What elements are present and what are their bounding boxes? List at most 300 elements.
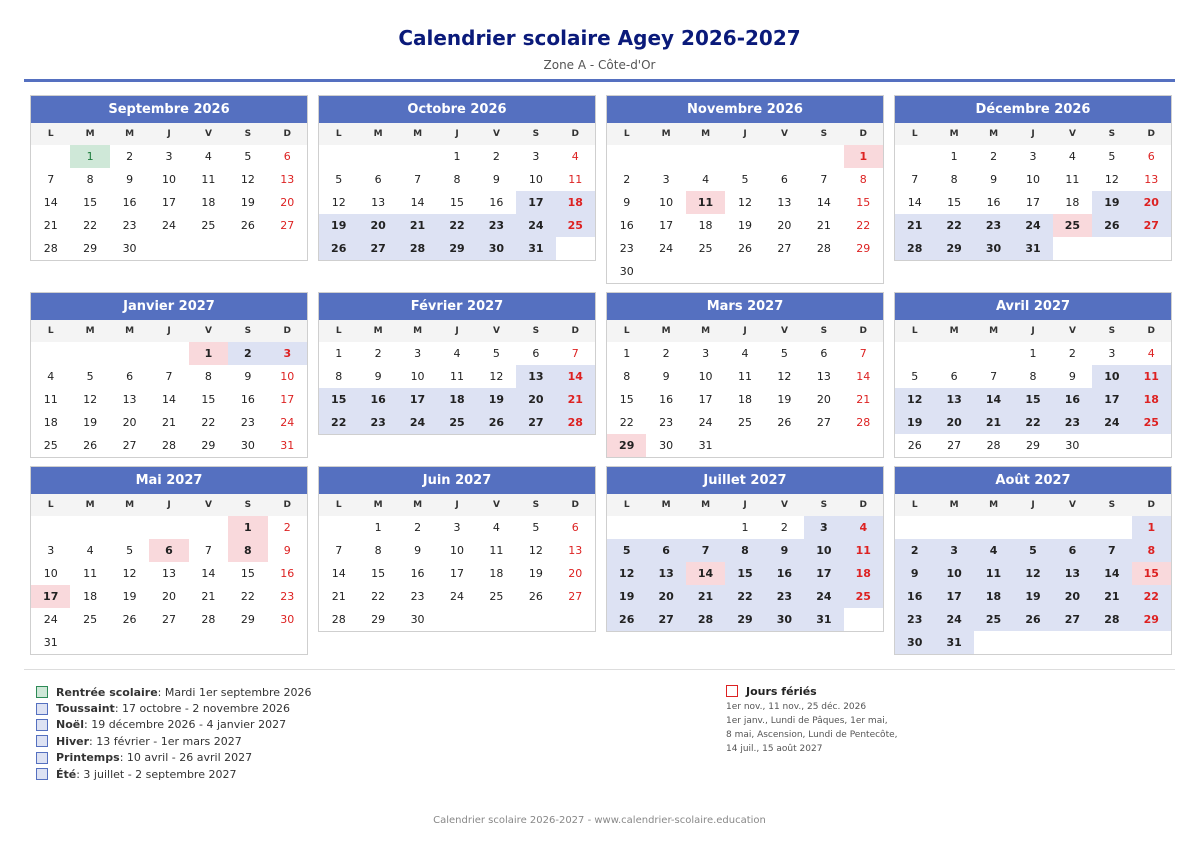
day-cell: 3 (414, 347, 422, 360)
month-calendar (30, 292, 308, 458)
day-cell: 7 (686, 539, 725, 562)
day-cell: 5 (335, 173, 343, 186)
day-cell: 27 (122, 439, 137, 452)
day-cell: 13 (122, 393, 137, 406)
day-grid (31, 516, 307, 654)
day-cell: 30 (280, 613, 295, 626)
day-cell: 6 (780, 173, 788, 186)
day-grid (319, 145, 595, 260)
day-cell: 31 (280, 439, 295, 452)
day-cell: 24 (398, 411, 437, 434)
day-cell: 10 (449, 544, 464, 557)
day-cell: 9 (623, 196, 631, 209)
day-cell: 22 (619, 416, 634, 429)
month-title: Septembre 2026 (31, 96, 307, 123)
day-cell: 11 (568, 173, 583, 186)
day-cell: 3 (453, 521, 461, 534)
weekday-label: M (85, 326, 95, 336)
empty-cell (646, 516, 685, 539)
day-cell: 27 (646, 608, 685, 631)
weekday-label: J (455, 129, 459, 139)
day-cell: 22 (1013, 411, 1052, 434)
day-cell: 10 (1092, 365, 1131, 388)
day-cell: 5 (741, 173, 749, 186)
month-calendar (894, 466, 1172, 655)
weekday-header (31, 123, 307, 145)
day-cell: 18 (83, 590, 98, 603)
weekday-header (895, 123, 1171, 145)
day-cell: 23 (240, 416, 255, 429)
weekday-label: D (1147, 326, 1156, 336)
day-cell: 26 (240, 219, 255, 232)
day-cell: 8 (859, 173, 867, 186)
month-title: Juillet 2027 (607, 467, 883, 494)
weekday-label: D (1147, 129, 1156, 139)
day-cell: 27 (358, 237, 397, 260)
weekday-header (607, 123, 883, 145)
day-grid (607, 342, 883, 457)
day-cell: 7 (911, 173, 919, 186)
weekday-label: D (571, 326, 580, 336)
weekday-label: D (283, 129, 292, 139)
day-cell: 9 (283, 544, 291, 557)
day-cell: 14 (907, 196, 922, 209)
day-cell: 9 (126, 173, 134, 186)
holidays-line: 1er janv., Lundi de Pâques, 1er mai, (726, 716, 888, 726)
empty-cell (70, 342, 109, 365)
day-cell: 29 (371, 613, 386, 626)
day-cell: 1 (1132, 516, 1171, 539)
weekday-label: D (859, 129, 868, 139)
empty-cell (31, 145, 70, 168)
day-cell: 23 (765, 585, 804, 608)
day-cell: 23 (477, 214, 516, 237)
day-cell: 22 (1132, 585, 1171, 608)
weekday-label: L (47, 129, 54, 139)
day-cell: 20 (358, 214, 397, 237)
day-cell: 13 (1144, 173, 1159, 186)
day-cell: 31 (698, 439, 713, 452)
weekday-label: M (701, 500, 711, 510)
day-cell: 10 (280, 370, 295, 383)
empty-cell (607, 145, 646, 168)
weekday-header (319, 320, 595, 342)
day-cell: 6 (283, 150, 291, 163)
weekday-label: S (244, 326, 252, 336)
weekday-label: M (125, 500, 135, 510)
legend-item (36, 750, 312, 766)
day-cell: 18 (844, 562, 883, 585)
day-cell: 29 (607, 434, 646, 457)
month-title: Octobre 2026 (319, 96, 595, 123)
weekday-label: V (204, 326, 212, 336)
legend-value: : 3 juillet - 2 septembre 2027 (76, 767, 237, 781)
month-title: Janvier 2027 (31, 293, 307, 320)
weekday-label: J (1031, 129, 1035, 139)
day-cell: 14 (556, 365, 595, 388)
month-calendar (894, 95, 1172, 261)
weekday-label: V (1068, 500, 1076, 510)
day-cell: 23 (659, 416, 674, 429)
day-cell: 4 (571, 150, 579, 163)
weekday-label: J (167, 500, 171, 510)
day-cell: 9 (1068, 370, 1076, 383)
weekday-label: M (373, 500, 383, 510)
empty-cell (804, 145, 843, 168)
empty-cell (686, 516, 725, 539)
day-cell: 29 (1025, 439, 1040, 452)
empty-cell (70, 516, 109, 539)
weekday-label: M (125, 129, 135, 139)
day-cell: 7 (1092, 539, 1131, 562)
holidays-title: Jours fériés (746, 684, 817, 698)
day-cell: 6 (1147, 150, 1155, 163)
weekday-label: M (949, 500, 959, 510)
day-cell: 18 (1132, 388, 1171, 411)
empty-cell (149, 342, 188, 365)
day-cell: 3 (47, 544, 55, 557)
day-cell: 11 (1132, 365, 1171, 388)
day-cell: 20 (1132, 191, 1171, 214)
day-cell: 25 (737, 416, 752, 429)
day-cell: 12 (777, 370, 792, 383)
empty-cell (607, 516, 646, 539)
empty-cell (1013, 516, 1052, 539)
weekday-label: S (1108, 129, 1116, 139)
empty-cell (189, 516, 228, 539)
day-cell: 11 (489, 544, 504, 557)
day-cell: 31 (1013, 237, 1052, 260)
legend-label: Toussaint (56, 702, 115, 716)
day-cell: 1 (335, 347, 343, 360)
day-cell: 31 (43, 636, 58, 649)
day-cell: 17 (1025, 196, 1040, 209)
day-cell: 15 (240, 567, 255, 580)
day-cell: 13 (1053, 562, 1092, 585)
day-cell: 11 (1065, 173, 1080, 186)
weekday-label: V (204, 129, 212, 139)
month-title: Mars 2027 (607, 293, 883, 320)
day-cell: 24 (659, 242, 674, 255)
day-cell: 21 (895, 214, 934, 237)
day-cell: 4 (86, 544, 94, 557)
legend-item (36, 700, 312, 716)
day-cell: 3 (1029, 150, 1037, 163)
legend-item (36, 717, 312, 733)
weekday-label: M (373, 129, 383, 139)
day-cell: 16 (765, 562, 804, 585)
day-cell: 26 (122, 613, 137, 626)
weekday-label: V (204, 500, 212, 510)
weekday-label: V (780, 129, 788, 139)
day-cell: 15 (319, 388, 358, 411)
day-cell: 15 (371, 567, 386, 580)
empty-cell (934, 516, 973, 539)
empty-cell (398, 145, 437, 168)
day-cell: 16 (410, 567, 425, 580)
day-cell: 20 (280, 196, 295, 209)
day-cell: 15 (619, 393, 634, 406)
day-cell: 28 (1092, 608, 1131, 631)
day-cell: 27 (516, 411, 555, 434)
day-cell: 8 (228, 539, 267, 562)
day-cell: 16 (619, 219, 634, 232)
day-cell: 29 (934, 237, 973, 260)
weekday-label: M (661, 129, 671, 139)
day-cell: 5 (1013, 539, 1052, 562)
day-cell: 8 (86, 173, 94, 186)
day-cell: 3 (702, 347, 710, 360)
day-cell: 12 (737, 196, 752, 209)
legend-divider (24, 669, 1175, 670)
day-cell: 25 (83, 613, 98, 626)
day-cell: 30 (122, 242, 137, 255)
day-cell: 17 (280, 393, 295, 406)
day-cell: 30 (659, 439, 674, 452)
day-cell: 18 (1065, 196, 1080, 209)
day-cell: 19 (607, 585, 646, 608)
day-cell: 14 (410, 196, 425, 209)
day-cell: 9 (374, 370, 382, 383)
day-cell: 24 (516, 214, 555, 237)
weekday-label: S (244, 500, 252, 510)
weekday-label: V (780, 500, 788, 510)
holidays-line: 1er nov., 11 nov., 25 déc. 2026 (726, 702, 867, 712)
day-cell: 8 (204, 370, 212, 383)
day-cell: 4 (204, 150, 212, 163)
day-cell: 11 (83, 567, 98, 580)
day-cell: 19 (895, 411, 934, 434)
day-cell: 30 (240, 439, 255, 452)
day-cell: 22 (201, 416, 216, 429)
day-cell: 10 (804, 539, 843, 562)
weekday-label: S (532, 129, 540, 139)
day-cell: 12 (122, 567, 137, 580)
day-cell: 20 (1053, 585, 1092, 608)
day-cell: 2 (1068, 347, 1076, 360)
day-cell: 10 (161, 173, 176, 186)
day-cell: 19 (528, 567, 543, 580)
day-cell: 11 (844, 539, 883, 562)
day-cell: 25 (489, 590, 504, 603)
day-cell: 23 (358, 411, 397, 434)
day-cell: 28 (43, 242, 58, 255)
month-title: Février 2027 (319, 293, 595, 320)
weekday-label: M (413, 500, 423, 510)
day-cell: 17 (1092, 388, 1131, 411)
day-cell: 21 (1092, 585, 1131, 608)
day-cell: 30 (895, 631, 934, 654)
day-cell: 6 (1053, 539, 1092, 562)
day-cell: 23 (122, 219, 137, 232)
day-grid (31, 342, 307, 457)
day-cell: 26 (477, 411, 516, 434)
day-cell: 13 (516, 365, 555, 388)
day-cell: 27 (1053, 608, 1092, 631)
weekday-header (607, 320, 883, 342)
day-cell: 9 (244, 370, 252, 383)
holidays-line: 8 mai, Ascension, Lundi de Pentecôte, (726, 730, 898, 740)
day-cell: 28 (816, 242, 831, 255)
legend-label: Été (56, 767, 77, 781)
weekday-header (319, 123, 595, 145)
day-cell: 17 (934, 585, 973, 608)
day-cell: 7 (165, 370, 173, 383)
day-cell: 18 (698, 219, 713, 232)
day-cell: 24 (43, 613, 58, 626)
weekday-header (319, 494, 595, 516)
day-cell: 10 (1025, 173, 1040, 186)
weekday-label: J (743, 500, 747, 510)
day-cell: 10 (934, 562, 973, 585)
day-cell: 26 (83, 439, 98, 452)
day-cell: 2 (283, 521, 291, 534)
weekday-label: J (743, 129, 747, 139)
day-grid (895, 516, 1171, 654)
legend-label: Noël (56, 718, 84, 732)
weekday-label: S (820, 500, 828, 510)
page-subtitle: Zone A - Côte-d'Or (543, 58, 656, 72)
day-cell: 20 (568, 567, 583, 580)
weekday-label: M (85, 500, 95, 510)
day-cell: 20 (122, 416, 137, 429)
day-cell: 15 (201, 393, 216, 406)
weekday-label: L (911, 129, 918, 139)
day-cell: 5 (126, 544, 134, 557)
weekday-label: D (283, 326, 292, 336)
day-cell: 12 (240, 173, 255, 186)
day-cell: 25 (201, 219, 216, 232)
empty-cell (31, 342, 70, 365)
day-cell: 19 (1092, 191, 1131, 214)
day-cell: 14 (974, 388, 1013, 411)
legend-label: Rentrée scolaire (56, 685, 158, 699)
day-cell: 7 (204, 544, 212, 557)
day-cell: 10 (410, 370, 425, 383)
day-cell: 6 (126, 370, 134, 383)
page-title: Calendrier scolaire Agey 2026-2027 (398, 26, 801, 50)
weekday-label: M (989, 129, 999, 139)
month-title: Novembre 2026 (607, 96, 883, 123)
day-cell: 3 (662, 173, 670, 186)
day-cell: 16 (358, 388, 397, 411)
day-cell: 12 (489, 370, 504, 383)
day-cell: 1 (844, 145, 883, 168)
weekday-label: M (949, 129, 959, 139)
month-calendar (606, 466, 884, 632)
weekday-label: L (911, 500, 918, 510)
day-cell: 15 (856, 196, 871, 209)
day-cell: 27 (568, 590, 583, 603)
day-cell: 25 (974, 608, 1013, 631)
day-cell: 28 (986, 439, 1001, 452)
day-cell: 8 (335, 370, 343, 383)
holiday-swatch-icon (726, 685, 738, 697)
day-cell: 12 (83, 393, 98, 406)
legend-value: : 19 décembre 2026 - 4 janvier 2027 (84, 718, 287, 732)
day-cell: 1 (70, 145, 109, 168)
day-cell: 26 (319, 237, 358, 260)
weekday-label: L (911, 326, 918, 336)
day-cell: 14 (856, 370, 871, 383)
day-cell: 17 (31, 585, 70, 608)
day-cell: 6 (646, 539, 685, 562)
day-cell: 23 (974, 214, 1013, 237)
empty-cell (149, 516, 188, 539)
day-cell: 17 (698, 393, 713, 406)
day-cell: 28 (856, 416, 871, 429)
weekday-label: S (532, 500, 540, 510)
day-cell: 23 (619, 242, 634, 255)
day-cell: 22 (856, 219, 871, 232)
day-cell: 5 (492, 347, 500, 360)
day-cell: 3 (1108, 347, 1116, 360)
day-cell: 16 (1053, 388, 1092, 411)
day-cell: 11 (449, 370, 464, 383)
day-cell: 20 (646, 585, 685, 608)
day-cell: 23 (280, 590, 295, 603)
empty-cell (686, 145, 725, 168)
day-cell: 25 (43, 439, 58, 452)
day-cell: 2 (895, 539, 934, 562)
day-cell: 9 (662, 370, 670, 383)
day-cell: 12 (1013, 562, 1052, 585)
day-cell: 4 (741, 347, 749, 360)
day-cell: 9 (765, 539, 804, 562)
day-cell: 14 (331, 567, 346, 580)
day-cell: 21 (201, 590, 216, 603)
day-cell: 4 (47, 370, 55, 383)
weekday-label: V (1068, 129, 1076, 139)
weekday-label: D (571, 500, 580, 510)
weekday-label: M (661, 326, 671, 336)
day-cell: 16 (122, 196, 137, 209)
empty-cell (895, 342, 934, 365)
empty-cell (31, 516, 70, 539)
day-cell: 18 (556, 191, 595, 214)
day-cell: 27 (816, 416, 831, 429)
day-cell: 1 (1029, 347, 1037, 360)
weekday-label: V (780, 326, 788, 336)
day-cell: 25 (1132, 411, 1171, 434)
day-cell: 26 (528, 590, 543, 603)
legend-value: : 10 avril - 26 avril 2027 (119, 751, 253, 765)
day-cell: 31 (516, 237, 555, 260)
weekday-label: L (335, 500, 342, 510)
day-cell: 16 (280, 567, 295, 580)
weekday-label: M (989, 500, 999, 510)
day-cell: 1 (228, 516, 267, 539)
day-cell: 2 (228, 342, 267, 365)
weekday-label: V (1068, 326, 1076, 336)
day-cell: 15 (1013, 388, 1052, 411)
day-cell: 2 (374, 347, 382, 360)
day-cell: 28 (201, 613, 216, 626)
day-cell: 2 (492, 150, 500, 163)
month-title: Décembre 2026 (895, 96, 1171, 123)
month-title: Juin 2027 (319, 467, 595, 494)
day-cell: 30 (765, 608, 804, 631)
day-cell: 19 (240, 196, 255, 209)
day-cell: 21 (856, 393, 871, 406)
empty-cell (725, 145, 764, 168)
day-cell: 18 (489, 567, 504, 580)
day-cell: 13 (280, 173, 295, 186)
day-cell: 5 (532, 521, 540, 534)
weekday-label: M (413, 129, 423, 139)
day-cell: 19 (319, 214, 358, 237)
day-grid (607, 516, 883, 631)
